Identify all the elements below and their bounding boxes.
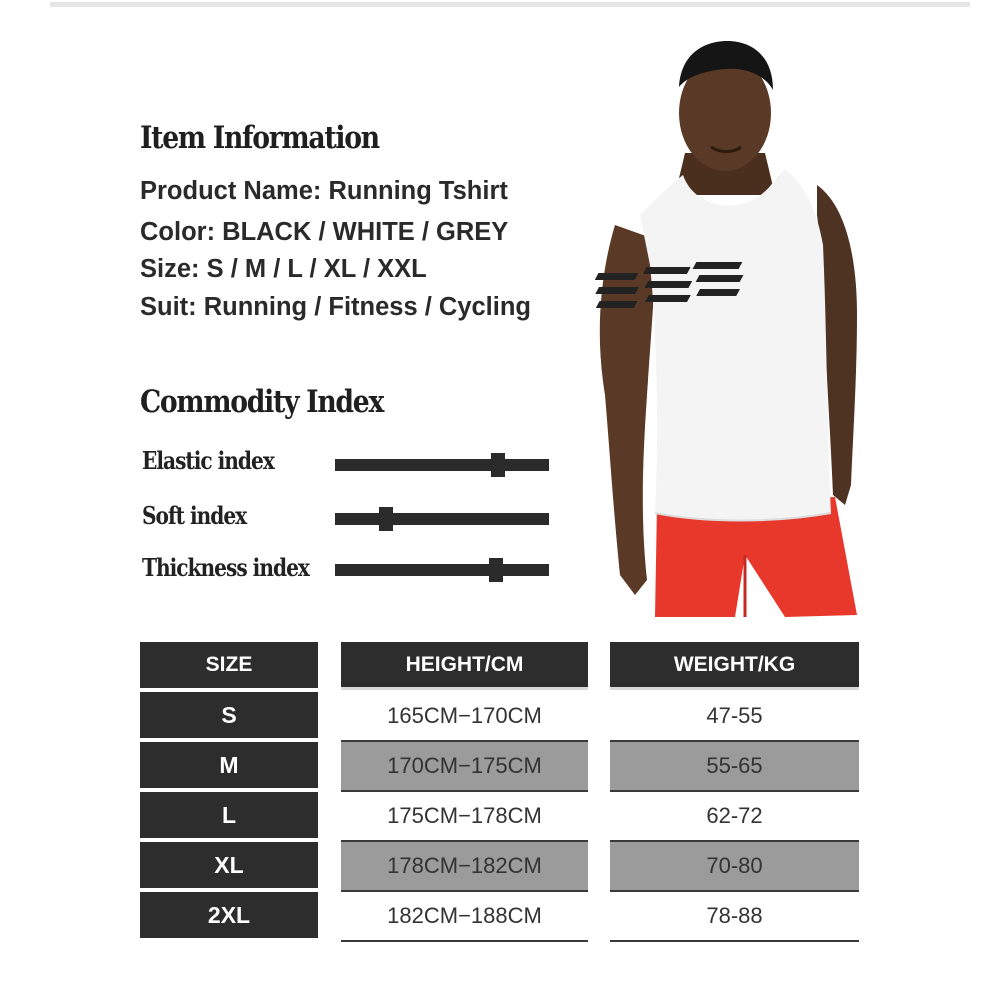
size-line: Size: S / M / L / XL / XXL	[140, 255, 427, 283]
thickness-index-label: Thickness index	[142, 553, 309, 582]
top-divider	[50, 2, 970, 7]
table-row-weight: 78-88	[610, 892, 859, 942]
height-column-header: HEIGHT/CM	[341, 642, 588, 690]
left-arm	[600, 225, 657, 595]
table-row-height: 178CM−182CM	[341, 842, 588, 892]
elastic-index-slider	[335, 459, 549, 471]
table-row-height: 165CM−170CM	[341, 692, 588, 742]
commodity-index-title: Commodity Index	[140, 384, 384, 420]
table-row-height: 182CM−188CM	[341, 892, 588, 942]
weight-column-header: WEIGHT/KG	[610, 642, 859, 690]
table-row-height: 175CM−178CM	[341, 792, 588, 842]
item-information-title: Item Information	[140, 120, 379, 156]
table-row-weight: 70-80	[610, 842, 859, 892]
thickness-index-slider	[335, 564, 549, 576]
table-row-size: S	[140, 692, 318, 738]
white-tank-top	[640, 169, 831, 521]
elastic-index-knob	[491, 453, 505, 477]
model-photo	[595, 35, 870, 617]
color-line: Color: BLACK / WHITE / GREY	[140, 218, 509, 246]
product-name-line: Product Name: Running Tshirt	[140, 177, 508, 205]
suit-line: Suit: Running / Fitness / Cycling	[140, 293, 532, 321]
table-row-size: M	[140, 742, 318, 788]
soft-index-label: Soft index	[142, 501, 247, 530]
soft-index-slider	[335, 513, 549, 525]
table-row-weight: 62-72	[610, 792, 859, 842]
size-column-header: SIZE	[140, 642, 318, 688]
table-row-height: 170CM−175CM	[341, 742, 588, 792]
thickness-index-knob	[489, 558, 503, 582]
soft-index-knob	[379, 507, 393, 531]
table-row-size: XL	[140, 842, 318, 888]
elastic-index-label: Elastic index	[142, 446, 274, 475]
table-row-size: 2XL	[140, 892, 318, 938]
table-row-weight: 55-65	[610, 742, 859, 792]
table-row-weight: 47-55	[610, 692, 859, 742]
table-row-size: L	[140, 792, 318, 838]
